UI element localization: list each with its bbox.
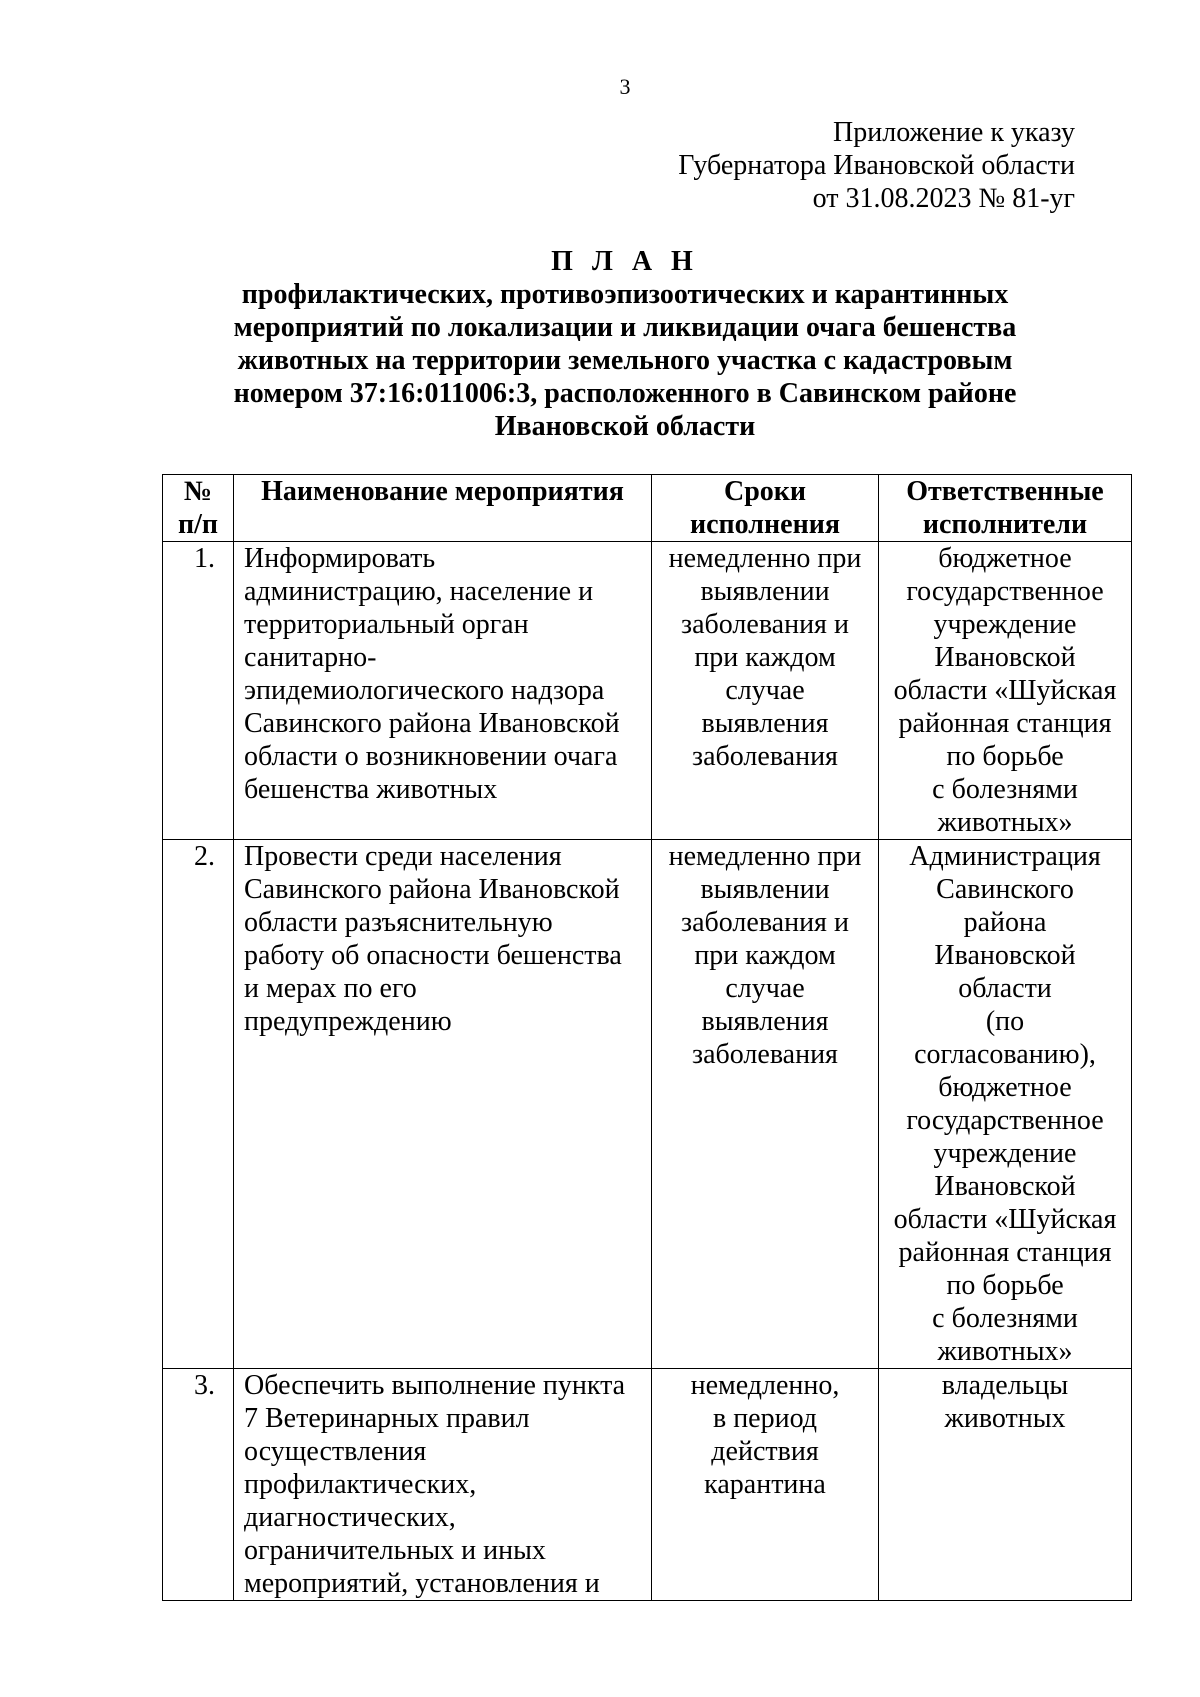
text-line: ограничительных и иных	[244, 1535, 546, 1566]
table-row	[163, 542, 1132, 840]
text-line: (по	[985, 1006, 1025, 1037]
text-line: области «Шуйская	[893, 675, 1117, 706]
text-line: согласованию),	[914, 1039, 1096, 1070]
table-row	[163, 1369, 1132, 1601]
cell-name	[234, 840, 652, 1369]
text-line: государственное	[906, 576, 1104, 607]
text-line: выявления	[701, 1006, 829, 1037]
text-line: п/п	[177, 509, 219, 540]
text-line: области разъяснительную	[244, 907, 553, 938]
text-line: Савинского района Ивановской	[244, 708, 620, 739]
table-header-row	[163, 475, 1132, 542]
text-line: заболевания и	[681, 907, 849, 938]
text-line: Информировать	[244, 543, 436, 574]
cell-name	[234, 542, 652, 840]
text-line: исполнения	[689, 509, 840, 540]
text-line: Провести среди населения	[244, 841, 562, 872]
text-line: 7 Ветеринарных правил	[244, 1403, 530, 1434]
text-line: бюджетное	[938, 1072, 1072, 1103]
text-line: профилактических,	[244, 1469, 477, 1500]
text-line: Наименование мероприятия	[261, 476, 624, 507]
text-line: Ивановской	[934, 1171, 1076, 1202]
text-line: животных»	[937, 807, 1073, 838]
cell-resp	[879, 1369, 1132, 1601]
plan-heading	[0, 245, 1200, 443]
plan-subtitle-line: номером 37:16:011006:3, расположенного в Савинском районе	[233, 378, 1017, 409]
text-line: района	[963, 907, 1047, 938]
text-line: Ответственные	[906, 476, 1104, 507]
cell-terms	[652, 840, 879, 1369]
plan-table	[162, 474, 1132, 1601]
text-line: территориальный орган	[244, 609, 529, 640]
text-line: заболевания	[692, 741, 838, 772]
plan-subtitle-line: Ивановской области	[494, 411, 756, 442]
text-line: случае	[725, 675, 805, 706]
header-name	[234, 475, 652, 542]
text-line: районная станция	[898, 1237, 1112, 1268]
text-line: случае	[725, 973, 805, 1004]
text-line: Обеспечить выполнение пункта	[244, 1370, 626, 1401]
text-line: бешенства животных	[244, 774, 498, 805]
text-line: карантина	[704, 1469, 826, 1500]
cell-name	[234, 1369, 652, 1601]
plan-subtitle-line: мероприятий по локализации и ликвидации очага бешенства	[233, 312, 1017, 343]
appendix-line: Губернатора Ивановской области	[678, 150, 1075, 181]
appendix-line: от 31.08.2023 № 81-уг	[812, 183, 1075, 214]
page-number: 3	[619, 74, 631, 99]
text-line: учреждение	[933, 609, 1077, 640]
text-line: Савинского	[936, 874, 1074, 905]
cell-num: 2.	[163, 840, 234, 1369]
text-line: районная станция	[898, 708, 1112, 739]
text-line: немедленно при	[668, 841, 862, 872]
text-line: Ивановской	[934, 642, 1076, 673]
text-line: выявления	[701, 708, 829, 739]
header-terms	[652, 475, 879, 542]
text-line: действия	[711, 1436, 819, 1467]
cell-terms	[652, 1369, 879, 1601]
header-resp	[879, 475, 1132, 542]
plan-subtitle-line: профилактических, противоэпизоотических и карантинных	[241, 279, 1009, 310]
text-line: Сроки	[723, 476, 807, 507]
text-line: №	[183, 476, 213, 507]
text-line: диагностических,	[244, 1502, 456, 1533]
cell-resp	[879, 840, 1132, 1369]
text-line: учреждение	[933, 1138, 1077, 1169]
cell-num: 1.	[163, 542, 234, 840]
appendix-block	[678, 116, 1075, 215]
text-line: санитарно-	[244, 642, 377, 673]
text-line: выявлении	[700, 576, 830, 607]
text-line: бюджетное	[938, 543, 1072, 574]
text-line: администрацию, население и	[244, 576, 594, 607]
text-line: осуществления	[244, 1436, 427, 1467]
cell-num: 3.	[163, 1369, 234, 1601]
text-line: и мерах по его	[244, 973, 417, 1004]
text-line: исполнители	[922, 509, 1088, 540]
text-line: при каждом	[694, 642, 836, 673]
text-line: владельцы	[941, 1370, 1069, 1401]
text-line: области	[958, 973, 1052, 1004]
text-line: немедленно при	[668, 543, 862, 574]
plan-subtitle-line: животных на территории земельного участка с кадастровым	[237, 345, 1013, 376]
text-line: заболевания	[692, 1039, 838, 1070]
text-line: мероприятий, установления и	[244, 1568, 600, 1599]
text-line: государственное	[906, 1105, 1104, 1136]
text-line: с болезнями	[932, 774, 1078, 805]
text-line: эпидемиологического надзора	[244, 675, 605, 706]
text-line: Ивановской	[934, 940, 1076, 971]
table-row	[163, 840, 1132, 1369]
plan-title: П Л А Н	[551, 246, 699, 277]
text-line: при каждом	[694, 940, 836, 971]
text-line: по борьбе	[946, 741, 1064, 772]
text-line: животных	[944, 1403, 1066, 1434]
text-line: Администрация	[909, 841, 1101, 872]
text-line: в период	[712, 1403, 818, 1434]
text-line: по борьбе	[946, 1270, 1064, 1301]
text-line: с болезнями	[932, 1303, 1078, 1334]
text-line: области о возникновении очага	[244, 741, 618, 772]
text-line: работу об опасности бешенства	[244, 940, 622, 971]
header-num	[163, 475, 234, 542]
cell-terms	[652, 542, 879, 840]
text-line: Савинского района Ивановской	[244, 874, 620, 905]
text-line: предупреждению	[244, 1006, 452, 1037]
cell-resp	[879, 542, 1132, 840]
text-line: области «Шуйская	[893, 1204, 1117, 1235]
text-line: выявлении	[700, 874, 830, 905]
appendix-line: Приложение к указу	[833, 117, 1075, 148]
text-line: немедленно,	[690, 1370, 840, 1401]
text-line: заболевания и	[681, 609, 849, 640]
text-line: животных»	[937, 1336, 1073, 1367]
